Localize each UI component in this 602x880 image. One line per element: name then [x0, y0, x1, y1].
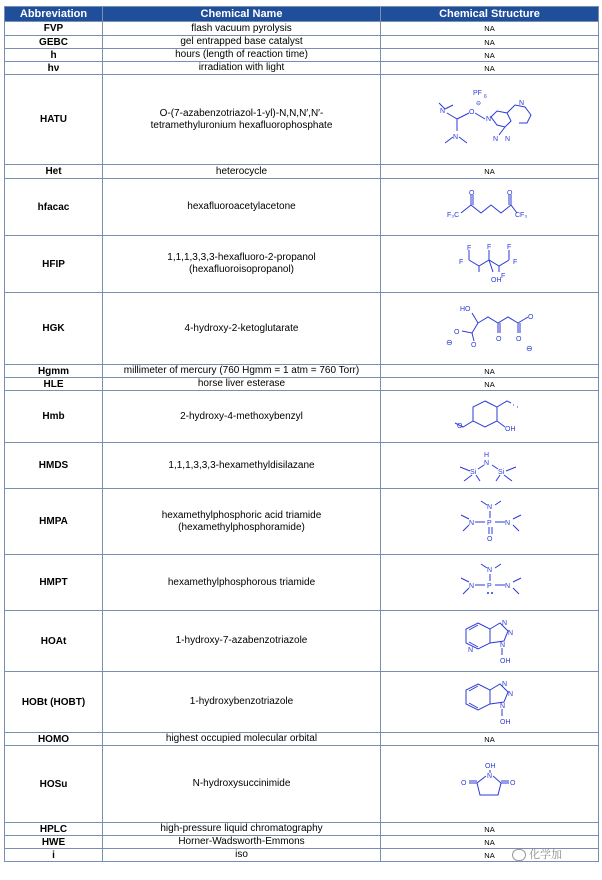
svg-text:N: N [499, 642, 505, 649]
table-row [5, 49, 599, 62]
svg-text:O: O [470, 341, 476, 349]
abbr-cell: HLE [5, 378, 103, 391]
svg-text:N: N [439, 107, 445, 115]
structure-cell [381, 75, 599, 165]
name-cell: N-hydroxysuccinimide [103, 746, 381, 823]
svg-text:⊖: ⊖ [525, 343, 533, 353]
name-cell: heterocycle [103, 165, 381, 179]
table-row [5, 733, 599, 746]
hmpa-structure [455, 497, 525, 547]
svg-text:N: N [507, 691, 513, 698]
abbr-cell: hfacac [5, 179, 103, 236]
abbr-cell: FVP [5, 22, 103, 36]
svg-text:PF: PF [472, 89, 482, 97]
svg-text:N: N [501, 681, 507, 688]
structure-cell [381, 672, 599, 733]
svg-text:O: O [453, 328, 459, 336]
hgk-structure [444, 301, 536, 357]
table-row [5, 365, 599, 378]
table-row [5, 62, 599, 75]
name-cell: O-(7-azabenzotriazol-1-yl)-N,N,N′,N′-tetramethyluronium hexafluorophosphate [103, 75, 381, 165]
wechat-icon [512, 849, 526, 861]
svg-text:N: N [486, 773, 492, 780]
svg-text:O: O [468, 190, 474, 197]
svg-text:O: O [515, 335, 521, 343]
name-cell: 1,1,1,3,3,3-hexamethyldisilazane [103, 443, 381, 489]
hobt-structure [458, 676, 522, 728]
svg-text:N: N [467, 647, 473, 654]
table-row [5, 611, 599, 672]
name-cell: high-pressure liquid chromatography [103, 823, 381, 836]
svg-text:N: N [518, 99, 524, 107]
header-chemical-structure: Chemical Structure [381, 7, 599, 22]
watermark-text: 化学加 [529, 849, 562, 861]
name-cell: 1,1,1,3,3,3-hexafluoro-2-propanol (hexafluoroisopropanol) [103, 236, 381, 293]
abbr-cell: Hgmm [5, 365, 103, 378]
svg-text:OH: OH [504, 425, 515, 433]
abbr-cell: HMPA [5, 489, 103, 555]
abbr-cell: HMDS [5, 443, 103, 489]
svg-text:CF₃: CF₃ [514, 212, 527, 219]
structure-cell [381, 391, 599, 443]
name-cell: highest occupied molecular orbital [103, 733, 381, 746]
abbr-cell: HOBt (HOBT) [5, 672, 103, 733]
svg-text:F: F [486, 244, 491, 251]
table-row [5, 22, 599, 36]
structure-cell [381, 236, 599, 293]
name-cell: hexafluoroacetylacetone [103, 179, 381, 236]
svg-text:F: F [500, 273, 505, 280]
svg-text:F: F [458, 259, 463, 266]
table-row [5, 293, 599, 365]
structure-cell [381, 555, 599, 611]
abbreviation-table [4, 6, 599, 862]
svg-text:OH: OH [490, 277, 501, 284]
structure-cell [381, 746, 599, 823]
svg-text:H: H [483, 451, 489, 459]
structure-cell [381, 611, 599, 672]
svg-text:O: O [495, 335, 501, 343]
watermark [512, 846, 562, 862]
table-row [5, 236, 599, 293]
header-abbreviation: Abbreviation [5, 7, 103, 22]
hfip-structure [455, 242, 525, 286]
name-cell: hexamethylphosphoric acid triamide (hexamethylphosphoramide) [103, 489, 381, 555]
svg-text:N: N [485, 115, 491, 123]
name-cell: 2-hydroxy-4-methoxybenzyl [103, 391, 381, 443]
svg-text:N: N [499, 703, 505, 710]
structure-cell [381, 179, 599, 236]
hoat-structure [458, 615, 522, 667]
svg-text:O: O [506, 190, 512, 197]
structure-cell [381, 443, 599, 489]
hmb-structure [445, 395, 535, 439]
svg-text:⊖: ⊖ [475, 100, 481, 107]
name-cell: flash vacuum pyrolysis [103, 22, 381, 36]
svg-text:P: P [486, 519, 492, 527]
svg-text:OH: OH [484, 763, 495, 770]
svg-text:P: P [486, 582, 492, 590]
svg-text:F: F [512, 259, 517, 266]
abbr-cell: HGK [5, 293, 103, 365]
name-cell: 1-hydroxybenzotriazole [103, 672, 381, 733]
name-cell: 4-hydroxy-2-ketoglutarate [103, 293, 381, 365]
svg-text:O: O [456, 422, 462, 430]
svg-text:O: O [527, 313, 533, 321]
abbr-cell: HOMO [5, 733, 103, 746]
abbr-cell: HPLC [5, 823, 103, 836]
svg-text:N: N [468, 519, 474, 527]
structure-cell: NA [381, 733, 599, 746]
abbr-cell: HFIP [5, 236, 103, 293]
hatu-structure [435, 83, 545, 157]
name-cell: irradiation with light [103, 62, 381, 75]
svg-text:N: N [483, 459, 489, 467]
hmpt-structure [455, 560, 525, 606]
structure-cell: NA [381, 365, 599, 378]
svg-text:O: O [468, 108, 474, 116]
table-row [5, 836, 599, 849]
table-row [5, 746, 599, 823]
header-row [5, 7, 599, 22]
svg-text:N: N [504, 582, 510, 590]
structure-cell: NA [381, 823, 599, 836]
header-chemical-name: Chemical Name [103, 7, 381, 22]
name-cell: Horner-Wadsworth-Emmons [103, 836, 381, 849]
svg-text:O: O [460, 780, 466, 787]
structure-cell: NA [381, 849, 599, 862]
svg-text:OH: OH [499, 719, 510, 726]
svg-text:N: N [492, 135, 498, 143]
structure-cell: NA [381, 62, 599, 75]
name-cell: horse liver esterase [103, 378, 381, 391]
structure-cell: NA [381, 378, 599, 391]
table-row [5, 672, 599, 733]
name-cell: hexamethylphosphorous triamide [103, 555, 381, 611]
table-row [5, 489, 599, 555]
table-row [5, 443, 599, 489]
abbr-cell: h [5, 49, 103, 62]
abbr-cell: HOAt [5, 611, 103, 672]
abbr-cell: GEBC [5, 36, 103, 49]
svg-text:F: F [466, 245, 471, 252]
abbr-cell: Het [5, 165, 103, 179]
name-cell: 1-hydroxy-7-azabenzotriazole [103, 611, 381, 672]
svg-text:N: N [507, 630, 513, 637]
svg-text:N: N [468, 582, 474, 590]
svg-text:O: O [509, 780, 515, 787]
svg-text:⊖: ⊖ [445, 337, 453, 347]
svg-text:HO: HO [459, 305, 470, 313]
svg-text:OH: OH [499, 658, 510, 665]
table-row [5, 391, 599, 443]
svg-text:N: N [486, 566, 492, 574]
structure-cell: NA [381, 36, 599, 49]
name-cell: gel entrapped base catalyst [103, 36, 381, 49]
svg-text:6: 6 [483, 93, 487, 100]
svg-text:Si: Si [497, 468, 504, 476]
hmds-structure [452, 447, 528, 485]
svg-text:N: N [452, 133, 458, 141]
svg-text:Si: Si [469, 468, 476, 476]
structure-cell: NA [381, 22, 599, 36]
table-row [5, 849, 599, 862]
abbr-cell: Hmb [5, 391, 103, 443]
abbr-cell: hν [5, 62, 103, 75]
svg-text:N: N [486, 503, 492, 511]
structure-cell [381, 489, 599, 555]
abbr-cell: HATU [5, 75, 103, 165]
hosu-structure [455, 759, 525, 809]
abbr-cell: HMPT [5, 555, 103, 611]
table-row [5, 823, 599, 836]
svg-text:F: F [506, 244, 511, 251]
table-row [5, 179, 599, 236]
svg-text:N: N [501, 620, 507, 627]
name-cell: millimeter of mercury (760 Hgmm = 1 atm = 760 Torr) [103, 365, 381, 378]
structure-cell: NA [381, 836, 599, 849]
svg-text:F₃C: F₃C [446, 212, 459, 219]
table-row [5, 36, 599, 49]
hfacac-structure [445, 189, 535, 225]
table-row [5, 378, 599, 391]
structure-cell: NA [381, 165, 599, 179]
abbr-cell: HOSu [5, 746, 103, 823]
structure-cell: NA [381, 49, 599, 62]
table-row [5, 555, 599, 611]
name-cell: hours (length of reaction time) [103, 49, 381, 62]
name-cell: iso [103, 849, 381, 862]
structure-cell [381, 293, 599, 365]
svg-text:N: N [504, 135, 510, 143]
svg-text:N: N [504, 519, 510, 527]
abbr-cell: HWE [5, 836, 103, 849]
svg-text:O: O [486, 535, 492, 543]
abbr-cell: i [5, 849, 103, 862]
table-row [5, 165, 599, 179]
table-row [5, 75, 599, 165]
